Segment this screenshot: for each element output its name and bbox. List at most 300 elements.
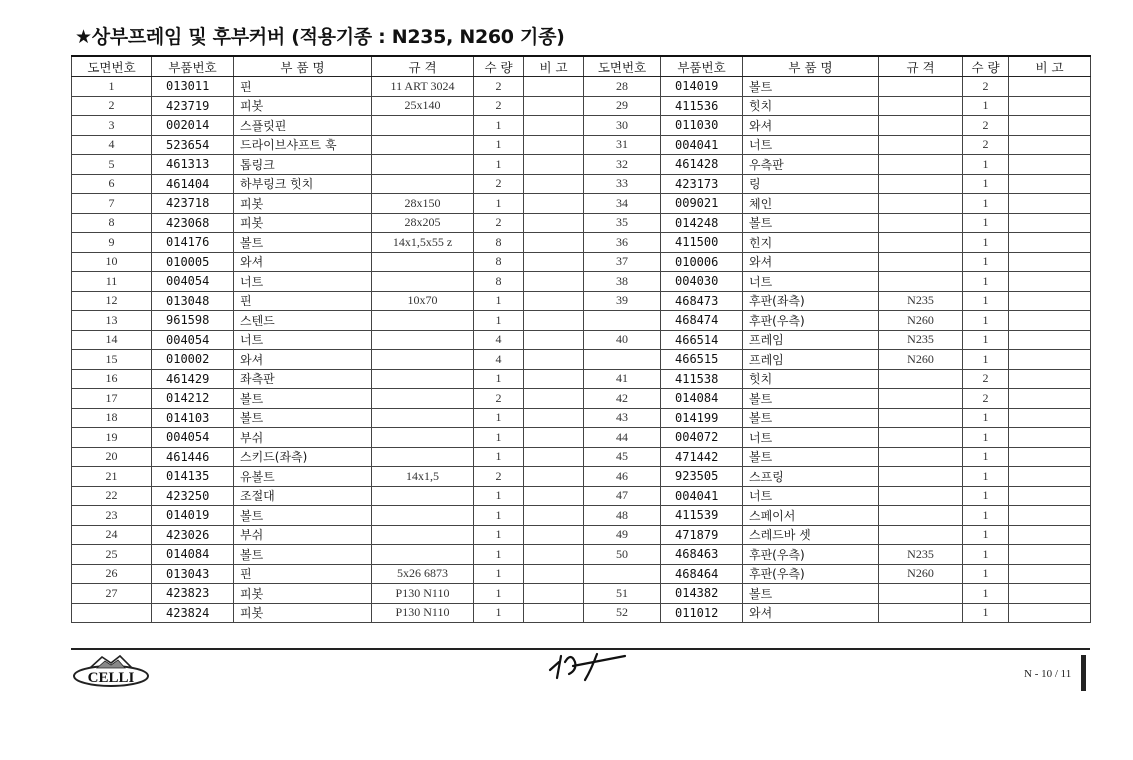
part-name-cell: 피봇 (234, 213, 372, 233)
header-part-no: 부품번호 (661, 56, 743, 77)
table-row (584, 369, 1091, 389)
remarks-cell (1009, 252, 1091, 272)
part-no-cell: 461446 (152, 447, 234, 467)
drawing-no-cell: 48 (584, 506, 661, 526)
part-name-cell: 후판(좌측) (743, 291, 879, 311)
spec-cell (879, 428, 963, 448)
drawing-no-cell: 20 (72, 447, 152, 467)
table-row (72, 369, 584, 389)
header-qty: 수 량 (474, 56, 524, 77)
table-row (584, 564, 1091, 584)
table-row (72, 194, 584, 214)
part-no-cell: 468474 (661, 311, 743, 331)
spec-cell (372, 155, 474, 175)
remarks-cell (524, 116, 584, 136)
spec-cell: N260 (879, 350, 963, 370)
part-name-cell: 체인 (743, 194, 879, 214)
table-row (584, 233, 1091, 253)
remarks-cell (1009, 77, 1091, 97)
spec-cell (879, 233, 963, 253)
drawing-no-cell: 21 (72, 467, 152, 487)
drawing-no-cell: 35 (584, 213, 661, 233)
spec-cell: P130 N110 (372, 603, 474, 623)
part-no-cell: 014084 (661, 389, 743, 409)
part-name-cell: 스페이서 (743, 506, 879, 526)
table-row (72, 447, 584, 467)
part-no-cell: 423823 (152, 584, 234, 604)
drawing-no-cell: 11 (72, 272, 152, 292)
qty-cell: 1 (963, 584, 1009, 604)
spec-cell (879, 174, 963, 194)
drawing-no-cell: 4 (72, 135, 152, 155)
drawing-no-cell: 41 (584, 369, 661, 389)
remarks-cell (524, 486, 584, 506)
part-no-cell: 471442 (661, 447, 743, 467)
spec-cell (372, 506, 474, 526)
header-remarks: 비 고 (524, 56, 584, 77)
part-name-cell: 너트 (743, 272, 879, 292)
remarks-cell (524, 174, 584, 194)
qty-cell: 1 (474, 486, 524, 506)
part-no-cell: 004054 (152, 272, 234, 292)
drawing-no-cell: 42 (584, 389, 661, 409)
part-no-cell: 468464 (661, 564, 743, 584)
drawing-no-cell (584, 564, 661, 584)
part-no-cell: 468473 (661, 291, 743, 311)
parts-table-left-body (72, 77, 584, 623)
part-name-cell: 부쉬 (234, 428, 372, 448)
qty-cell: 1 (963, 311, 1009, 331)
page-edge-bar (1081, 655, 1086, 691)
drawing-no-cell: 51 (584, 584, 661, 604)
table-row (72, 155, 584, 175)
part-name-cell: 너트 (234, 272, 372, 292)
part-no-cell: 471879 (661, 525, 743, 545)
drawing-no-cell: 10 (72, 252, 152, 272)
part-no-cell: 009021 (661, 194, 743, 214)
qty-cell: 1 (474, 311, 524, 331)
spec-cell (879, 96, 963, 116)
remarks-cell (1009, 96, 1091, 116)
part-name-cell: 스레드바 셋 (743, 525, 879, 545)
remarks-cell (524, 155, 584, 175)
drawing-no-cell (584, 311, 661, 331)
table-row (584, 194, 1091, 214)
table-row (72, 330, 584, 350)
qty-cell: 2 (963, 116, 1009, 136)
part-no-cell: 010005 (152, 252, 234, 272)
header-drawing-no: 도면번호 (72, 56, 152, 77)
part-name-cell: 좌측판 (234, 369, 372, 389)
table-row (72, 506, 584, 526)
part-no-cell: 466514 (661, 330, 743, 350)
remarks-cell (1009, 428, 1091, 448)
table-row (72, 77, 584, 97)
drawing-no-cell: 26 (72, 564, 152, 584)
drawing-no-cell: 40 (584, 330, 661, 350)
table-row (72, 174, 584, 194)
part-no-cell: 423824 (152, 603, 234, 623)
table-row (584, 135, 1091, 155)
part-no-cell: 411538 (661, 369, 743, 389)
remarks-cell (1009, 155, 1091, 175)
qty-cell: 1 (963, 506, 1009, 526)
spec-cell (879, 135, 963, 155)
part-no-cell: 423068 (152, 213, 234, 233)
part-name-cell: 우측판 (743, 155, 879, 175)
part-no-cell: 010006 (661, 252, 743, 272)
part-name-cell: 와셔 (234, 350, 372, 370)
table-row (584, 311, 1091, 331)
table-header-row (72, 56, 584, 77)
part-name-cell: 힛치 (743, 96, 879, 116)
drawing-no-cell: 24 (72, 525, 152, 545)
table-row (584, 486, 1091, 506)
drawing-no-cell: 2 (72, 96, 152, 116)
remarks-cell (1009, 311, 1091, 331)
part-no-cell: 004041 (661, 486, 743, 506)
remarks-cell (1009, 350, 1091, 370)
part-name-cell: 너트 (743, 135, 879, 155)
qty-cell: 1 (474, 194, 524, 214)
spec-cell: 25x140 (372, 96, 474, 116)
spec-cell (879, 389, 963, 409)
part-no-cell: 523654 (152, 135, 234, 155)
table-row (584, 116, 1091, 136)
part-no-cell: 004030 (661, 272, 743, 292)
table-row (72, 408, 584, 428)
spec-cell (372, 350, 474, 370)
remarks-cell (524, 369, 584, 389)
table-row (72, 272, 584, 292)
spec-cell: 14x1,5x55 z (372, 233, 474, 253)
part-no-cell: 461404 (152, 174, 234, 194)
drawing-no-cell: 36 (584, 233, 661, 253)
spec-cell (879, 603, 963, 623)
remarks-cell (524, 96, 584, 116)
qty-cell: 1 (963, 233, 1009, 253)
parts-table-right-body (584, 77, 1091, 623)
drawing-no-cell: 19 (72, 428, 152, 448)
remarks-cell (524, 194, 584, 214)
page-title: ★상부프레임 및 후부커버 (적용기종 : N235, N260 기종) (75, 26, 565, 48)
part-name-cell: 핀 (234, 564, 372, 584)
drawing-no-cell: 7 (72, 194, 152, 214)
table-row (584, 389, 1091, 409)
part-name-cell: 피봇 (234, 603, 372, 623)
part-name-cell: 너트 (234, 330, 372, 350)
part-no-cell: 014382 (661, 584, 743, 604)
drawing-no-cell: 38 (584, 272, 661, 292)
remarks-cell (524, 213, 584, 233)
part-no-cell: 004072 (661, 428, 743, 448)
drawing-no-cell: 32 (584, 155, 661, 175)
qty-cell: 1 (963, 96, 1009, 116)
table-row (72, 311, 584, 331)
spec-cell (372, 447, 474, 467)
spec-cell (372, 330, 474, 350)
table-row (72, 564, 584, 584)
drawing-no-cell: 47 (584, 486, 661, 506)
spec-cell (879, 506, 963, 526)
part-name-cell: 볼트 (234, 389, 372, 409)
part-name-cell: 유볼트 (234, 467, 372, 487)
qty-cell: 1 (963, 447, 1009, 467)
table-row (72, 233, 584, 253)
qty-cell: 1 (963, 408, 1009, 428)
logo-text: CELLI (87, 670, 135, 686)
qty-cell: 1 (474, 116, 524, 136)
remarks-cell (1009, 272, 1091, 292)
part-name-cell: 스키드(좌측) (234, 447, 372, 467)
drawing-no-cell: 31 (584, 135, 661, 155)
qty-cell: 1 (474, 545, 524, 565)
spec-cell (879, 116, 963, 136)
header-spec: 규 격 (879, 56, 963, 77)
part-no-cell: 011012 (661, 603, 743, 623)
table-row (584, 155, 1091, 175)
part-name-cell: 와셔 (743, 603, 879, 623)
qty-cell: 1 (963, 155, 1009, 175)
table-row (584, 174, 1091, 194)
remarks-cell (1009, 194, 1091, 214)
table-row (72, 584, 584, 604)
spec-cell (879, 584, 963, 604)
table-row (584, 330, 1091, 350)
qty-cell: 1 (474, 135, 524, 155)
spec-cell: 14x1,5 (372, 467, 474, 487)
part-no-cell: 002014 (152, 116, 234, 136)
table-row (584, 408, 1091, 428)
part-no-cell: 014019 (661, 77, 743, 97)
spec-cell (879, 447, 963, 467)
qty-cell: 1 (474, 506, 524, 526)
part-no-cell: 014199 (661, 408, 743, 428)
qty-cell: 1 (963, 486, 1009, 506)
part-name-cell: 와셔 (743, 252, 879, 272)
drawing-no-cell: 13 (72, 311, 152, 331)
drawing-no-cell: 18 (72, 408, 152, 428)
part-name-cell: 볼트 (234, 408, 372, 428)
remarks-cell (1009, 174, 1091, 194)
qty-cell: 1 (474, 428, 524, 448)
spec-cell (879, 252, 963, 272)
spec-cell (372, 135, 474, 155)
part-name-cell: 후판(우측) (743, 564, 879, 584)
header-part-no: 부품번호 (152, 56, 234, 77)
parts-table-right (583, 55, 1091, 623)
table-row (72, 96, 584, 116)
remarks-cell (1009, 467, 1091, 487)
remarks-cell (1009, 486, 1091, 506)
part-no-cell: 014212 (152, 389, 234, 409)
part-no-cell: 423250 (152, 486, 234, 506)
part-name-cell: 하부링크 힛치 (234, 174, 372, 194)
part-name-cell: 너트 (743, 428, 879, 448)
remarks-cell (524, 545, 584, 565)
remarks-cell (1009, 545, 1091, 565)
part-no-cell: 411500 (661, 233, 743, 253)
drawing-no-cell: 43 (584, 408, 661, 428)
part-name-cell: 조절대 (234, 486, 372, 506)
drawing-no-cell: 30 (584, 116, 661, 136)
spec-cell: 11 ART 3024 (372, 77, 474, 97)
table-row (72, 428, 584, 448)
drawing-no-cell: 46 (584, 467, 661, 487)
part-no-cell: 461428 (661, 155, 743, 175)
part-name-cell: 후판(우측) (743, 545, 879, 565)
table-row (72, 116, 584, 136)
remarks-cell (1009, 603, 1091, 623)
qty-cell: 1 (963, 564, 1009, 584)
qty-cell: 1 (474, 525, 524, 545)
part-name-cell: 후판(우측) (743, 311, 879, 331)
drawing-no-cell: 33 (584, 174, 661, 194)
header-part-name: 부 품 명 (234, 56, 372, 77)
part-no-cell: 014019 (152, 506, 234, 526)
table-row (72, 291, 584, 311)
spec-cell (372, 389, 474, 409)
table-row (72, 603, 584, 623)
part-name-cell: 볼트 (743, 584, 879, 604)
page-number: N - 10 / 11 (1024, 668, 1072, 680)
table-row (72, 486, 584, 506)
part-no-cell: 010002 (152, 350, 234, 370)
spec-cell: 10x70 (372, 291, 474, 311)
drawing-no-cell: 28 (584, 77, 661, 97)
part-name-cell: 피봇 (234, 194, 372, 214)
remarks-cell (1009, 389, 1091, 409)
spec-cell (879, 213, 963, 233)
part-name-cell: 프레임 (743, 350, 879, 370)
drawing-no-cell: 25 (72, 545, 152, 565)
table-row (584, 350, 1091, 370)
part-name-cell: 핀 (234, 291, 372, 311)
part-no-cell: 014176 (152, 233, 234, 253)
header-drawing-no: 도면번호 (584, 56, 661, 77)
drawing-no-cell: 17 (72, 389, 152, 409)
spec-cell (879, 467, 963, 487)
table-row (584, 272, 1091, 292)
part-name-cell: 드라이브샤프트 훅 (234, 135, 372, 155)
part-no-cell: 923505 (661, 467, 743, 487)
remarks-cell (524, 428, 584, 448)
drawing-no-cell (584, 350, 661, 370)
header-remarks: 비 고 (1009, 56, 1091, 77)
spec-cell: P130 N110 (372, 584, 474, 604)
part-no-cell: 004054 (152, 330, 234, 350)
spec-cell: N235 (879, 291, 963, 311)
spec-cell (372, 252, 474, 272)
part-no-cell: 461313 (152, 155, 234, 175)
remarks-cell (524, 252, 584, 272)
part-no-cell: 014103 (152, 408, 234, 428)
part-name-cell: 볼트 (234, 506, 372, 526)
table-row (584, 447, 1091, 467)
part-name-cell: 볼트 (743, 447, 879, 467)
drawing-no-cell (72, 603, 152, 623)
table-row (72, 525, 584, 545)
header-qty: 수 량 (963, 56, 1009, 77)
drawing-no-cell: 34 (584, 194, 661, 214)
part-name-cell: 볼트 (743, 389, 879, 409)
part-no-cell: 423173 (661, 174, 743, 194)
part-name-cell: 스플릿핀 (234, 116, 372, 136)
part-name-cell: 피봇 (234, 96, 372, 116)
qty-cell: 1 (963, 213, 1009, 233)
remarks-cell (1009, 447, 1091, 467)
part-no-cell: 014248 (661, 213, 743, 233)
drawing-no-cell: 1 (72, 77, 152, 97)
drawing-no-cell: 3 (72, 116, 152, 136)
drawing-no-cell: 52 (584, 603, 661, 623)
qty-cell: 1 (474, 584, 524, 604)
spec-cell (879, 486, 963, 506)
spec-cell: N235 (879, 330, 963, 350)
qty-cell: 1 (474, 408, 524, 428)
remarks-cell (524, 330, 584, 350)
drawing-no-cell: 14 (72, 330, 152, 350)
remarks-cell (524, 272, 584, 292)
qty-cell: 2 (474, 213, 524, 233)
qty-cell: 2 (474, 174, 524, 194)
part-no-cell: 468463 (661, 545, 743, 565)
spec-cell: 28x205 (372, 213, 474, 233)
spec-cell (879, 408, 963, 428)
table-row (584, 467, 1091, 487)
part-no-cell: 411536 (661, 96, 743, 116)
part-name-cell: 볼트 (743, 213, 879, 233)
qty-cell: 8 (474, 272, 524, 292)
drawing-no-cell: 8 (72, 213, 152, 233)
spec-cell (372, 486, 474, 506)
part-no-cell: 411539 (661, 506, 743, 526)
qty-cell: 2 (963, 389, 1009, 409)
remarks-cell (1009, 525, 1091, 545)
part-no-cell: 461429 (152, 369, 234, 389)
part-no-cell: 423718 (152, 194, 234, 214)
table-row (72, 545, 584, 565)
part-name-cell: 와셔 (743, 116, 879, 136)
qty-cell: 1 (474, 447, 524, 467)
table-row (72, 135, 584, 155)
spec-cell (879, 272, 963, 292)
header-spec: 규 격 (372, 56, 474, 77)
table-row (72, 389, 584, 409)
part-no-cell: 013043 (152, 564, 234, 584)
qty-cell: 2 (963, 135, 1009, 155)
remarks-cell (1009, 369, 1091, 389)
part-name-cell: 프레임 (743, 330, 879, 350)
part-name-cell: 스텐드 (234, 311, 372, 331)
remarks-cell (524, 525, 584, 545)
qty-cell: 2 (474, 77, 524, 97)
part-name-cell: 볼트 (234, 545, 372, 565)
parts-table-left (71, 55, 584, 623)
remarks-cell (1009, 408, 1091, 428)
part-no-cell: 013048 (152, 291, 234, 311)
qty-cell: 4 (474, 330, 524, 350)
remarks-cell (524, 506, 584, 526)
qty-cell: 1 (963, 603, 1009, 623)
remarks-cell (1009, 291, 1091, 311)
spec-cell (879, 525, 963, 545)
part-no-cell: 014135 (152, 467, 234, 487)
drawing-no-cell: 16 (72, 369, 152, 389)
spec-cell: N235 (879, 545, 963, 565)
qty-cell: 1 (963, 174, 1009, 194)
remarks-cell (524, 350, 584, 370)
